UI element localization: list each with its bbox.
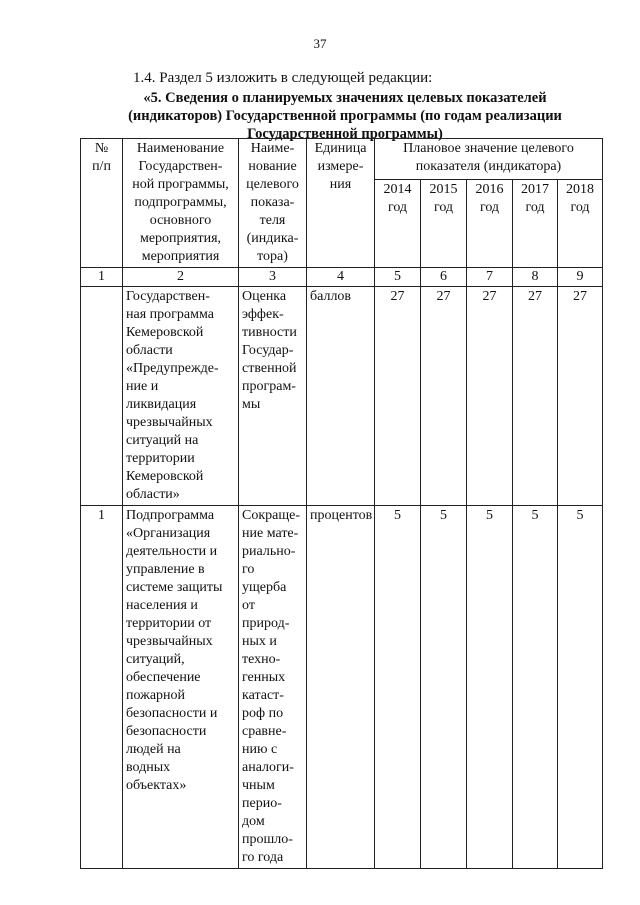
header-unit: Единица измере- ния: [307, 139, 375, 268]
unit-cell: баллов: [307, 287, 375, 506]
value-cell: 5: [513, 506, 558, 869]
row-num: [81, 287, 123, 506]
value-cell: 27: [375, 287, 421, 506]
column-number: 7: [467, 268, 513, 287]
header-indicator: Наиме- нование целевого показа- теля (индика- тора): [239, 139, 307, 268]
header-row: [81, 139, 603, 180]
row-num: 1: [81, 506, 123, 869]
column-number: 4: [307, 268, 375, 287]
column-number: 1: [81, 268, 123, 287]
value-cell: 5: [421, 506, 467, 869]
value-cell: 27: [513, 287, 558, 506]
header-num: № п/п: [81, 139, 123, 268]
indicators-table: [80, 138, 603, 869]
section-heading: «5. Сведения о планируемых значениях целевых показателей (индикаторов) Государственной программы (по годам реализации Государственной программы): [128, 90, 562, 142]
program-name: Подпрограмма «Организация деятельности и управление в системе защиты населения и территории от чрезвычайных ситуаций, обеспечение пожарной безопасности и безопасности людей на водных объектах»: [123, 506, 239, 869]
column-number-row: [81, 268, 603, 287]
value-cell: 5: [558, 506, 603, 869]
unit-cell: процентов: [307, 506, 375, 869]
column-number: 6: [421, 268, 467, 287]
column-number: 9: [558, 268, 603, 287]
value-cell: 27: [558, 287, 603, 506]
column-number: 5: [375, 268, 421, 287]
header-year: 2017 год: [513, 180, 558, 268]
value-cell: 5: [375, 506, 421, 869]
indicator-name: Оценка эффек- тивности Государ- ственной програм- мы: [239, 287, 307, 506]
header-year: 2016 год: [467, 180, 513, 268]
header-planned-value: Плановое значение целевого показателя (индикатора): [375, 139, 603, 180]
program-name: Государствен- ная программа Кемеровской области «Предупрежде- ние и ликвидация чрезвычайных ситуаций на территории Кемеровской области»: [123, 287, 239, 506]
column-number: 3: [239, 268, 307, 287]
table-row: [81, 506, 603, 869]
intro-text: 1.4. Раздел 5 изложить в следующей редакции:: [133, 70, 433, 86]
value-cell: 27: [467, 287, 513, 506]
header-year: 2014 год: [375, 180, 421, 268]
table-row: [81, 287, 603, 506]
header-name: Наименование Государствен- ной программы, подпрограммы, основного мероприятия, мероприятия: [123, 139, 239, 268]
header-year: 2018 год: [558, 180, 603, 268]
column-number: 2: [123, 268, 239, 287]
value-cell: 5: [467, 506, 513, 869]
value-cell: 27: [421, 287, 467, 506]
column-number: 8: [513, 268, 558, 287]
indicator-name: Сокраще- ние мате- риально- го ущерба от природ- ных и техно- генных катаст- роф по сравне- нию с аналоги- чным перио- дом прошло- го года: [239, 506, 307, 869]
page-number: 37: [313, 36, 327, 51]
header-year: 2015 год: [421, 180, 467, 268]
